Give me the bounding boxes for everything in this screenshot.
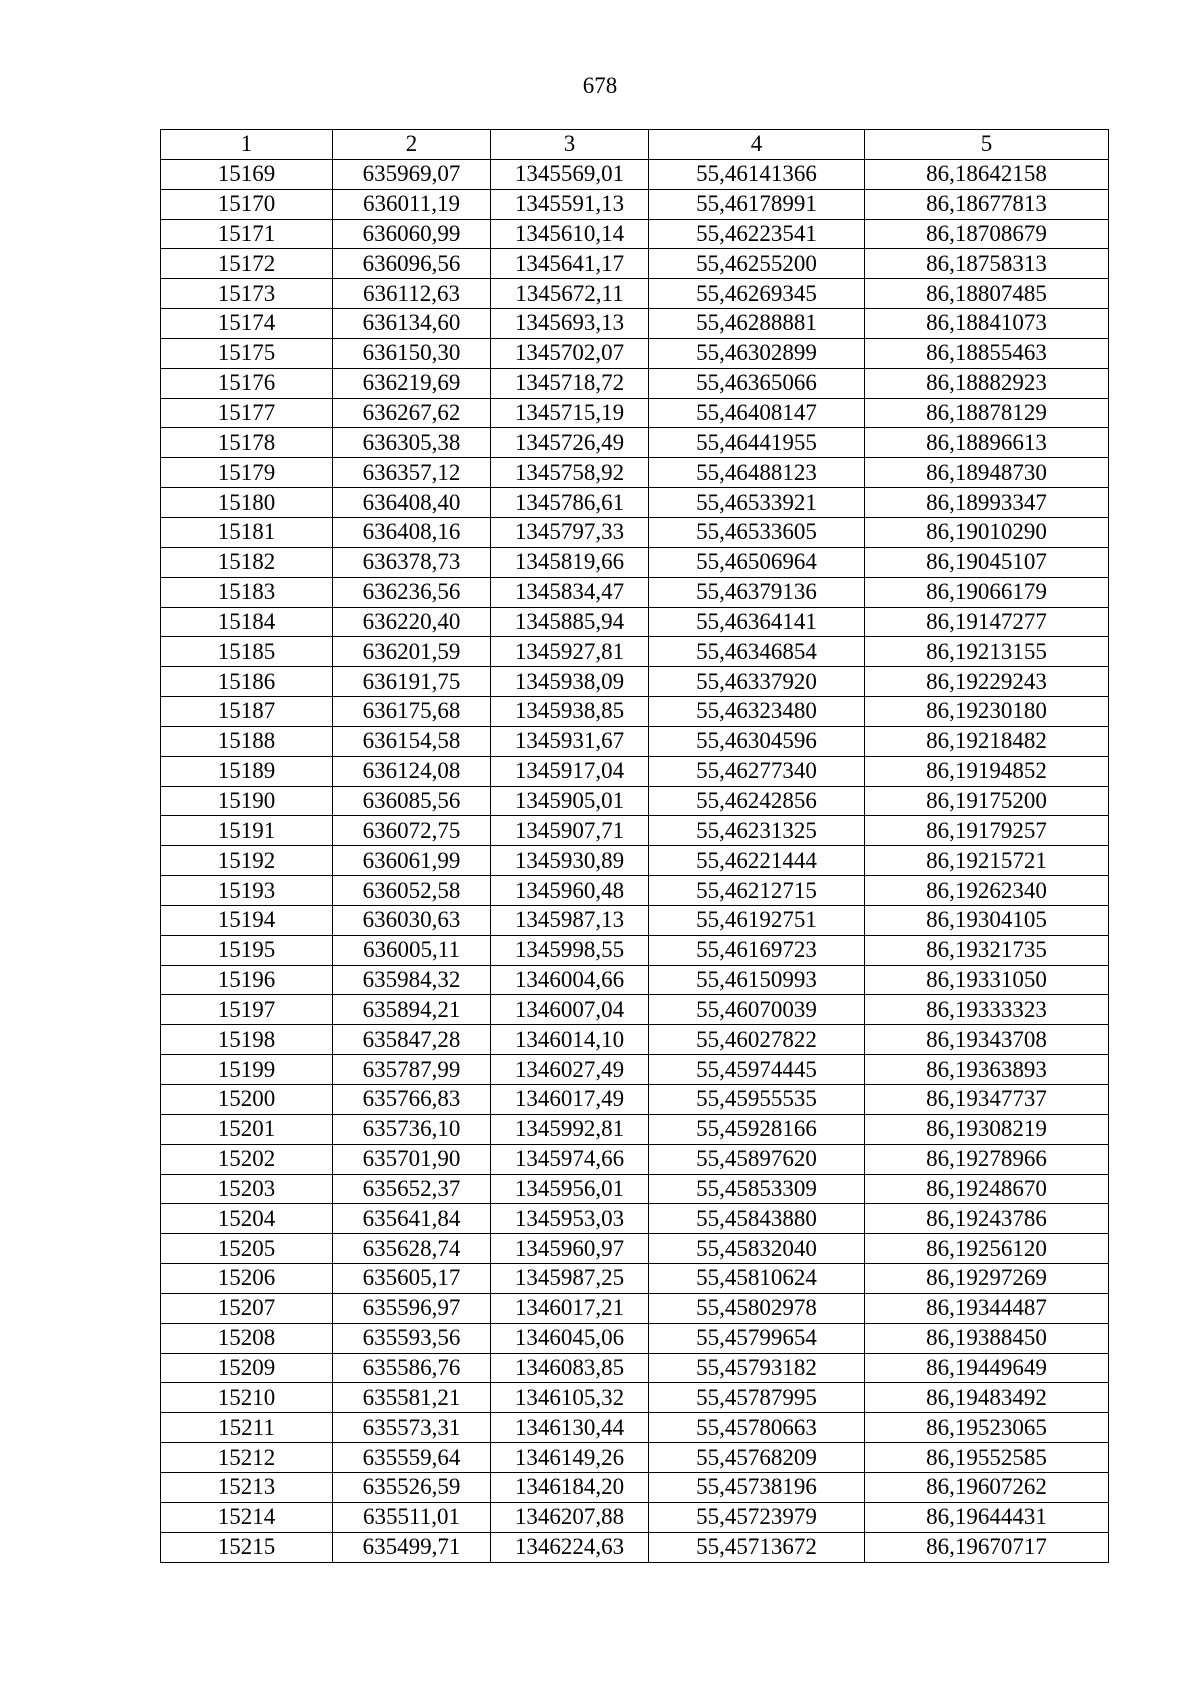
- x-coordinate-cell: 636154,58: [333, 726, 491, 756]
- longitude-cell: 86,19297269: [865, 1264, 1109, 1294]
- point-number-cell: 15201: [161, 1114, 333, 1144]
- y-coordinate-cell: 1346014,10: [491, 1025, 649, 1055]
- x-coordinate-cell: 635969,07: [333, 159, 491, 189]
- point-number-cell: 15192: [161, 846, 333, 876]
- y-coordinate-cell: 1345930,89: [491, 846, 649, 876]
- x-coordinate-cell: 635573,31: [333, 1413, 491, 1443]
- table-row: [161, 1055, 1109, 1085]
- longitude-cell: 86,19278966: [865, 1144, 1109, 1174]
- x-coordinate-cell: 636060,99: [333, 219, 491, 249]
- point-number-cell: 15196: [161, 965, 333, 995]
- table-row: [161, 726, 1109, 756]
- longitude-cell: 86,19388450: [865, 1323, 1109, 1353]
- table-row: [161, 1353, 1109, 1383]
- table-row: [161, 1383, 1109, 1413]
- table-row: [161, 995, 1109, 1025]
- table-row: [161, 1264, 1109, 1294]
- point-number-cell: 15209: [161, 1353, 333, 1383]
- y-coordinate-cell: 1346007,04: [491, 995, 649, 1025]
- table-row: [161, 786, 1109, 816]
- y-coordinate-cell: 1346207,88: [491, 1502, 649, 1532]
- y-coordinate-cell: 1345907,71: [491, 816, 649, 846]
- latitude-cell: 55,46337920: [649, 667, 865, 697]
- x-coordinate-cell: 635641,84: [333, 1204, 491, 1234]
- point-number-cell: 15200: [161, 1085, 333, 1115]
- x-coordinate-cell: 635499,71: [333, 1532, 491, 1562]
- point-number-cell: 15187: [161, 697, 333, 727]
- table-row: [161, 1204, 1109, 1234]
- longitude-cell: 86,19218482: [865, 726, 1109, 756]
- longitude-cell: 86,18948730: [865, 458, 1109, 488]
- point-number-cell: 15176: [161, 368, 333, 398]
- longitude-cell: 86,19321735: [865, 935, 1109, 965]
- point-number-cell: 15183: [161, 577, 333, 607]
- point-number-cell: 15199: [161, 1055, 333, 1085]
- table-row: [161, 1293, 1109, 1323]
- table-row: [161, 428, 1109, 458]
- latitude-cell: 55,46365066: [649, 368, 865, 398]
- table-row: [161, 279, 1109, 309]
- longitude-cell: 86,19179257: [865, 816, 1109, 846]
- x-coordinate-cell: 635581,21: [333, 1383, 491, 1413]
- longitude-cell: 86,19644431: [865, 1502, 1109, 1532]
- x-coordinate-cell: 636005,11: [333, 935, 491, 965]
- longitude-cell: 86,19344487: [865, 1293, 1109, 1323]
- point-number-cell: 15207: [161, 1293, 333, 1323]
- y-coordinate-cell: 1345610,14: [491, 219, 649, 249]
- latitude-cell: 55,46231325: [649, 816, 865, 846]
- point-number-cell: 15213: [161, 1472, 333, 1502]
- point-number-cell: 15173: [161, 279, 333, 309]
- latitude-cell: 55,46141366: [649, 159, 865, 189]
- point-number-cell: 15180: [161, 488, 333, 518]
- y-coordinate-cell: 1346149,26: [491, 1443, 649, 1473]
- longitude-cell: 86,19331050: [865, 965, 1109, 995]
- table-row: [161, 577, 1109, 607]
- y-coordinate-cell: 1345569,01: [491, 159, 649, 189]
- longitude-cell: 86,19066179: [865, 577, 1109, 607]
- latitude-cell: 55,46070039: [649, 995, 865, 1025]
- x-coordinate-cell: 635652,37: [333, 1174, 491, 1204]
- x-coordinate-cell: 636134,60: [333, 309, 491, 339]
- longitude-cell: 86,19304105: [865, 905, 1109, 935]
- point-number-cell: 15189: [161, 756, 333, 786]
- y-coordinate-cell: 1345953,03: [491, 1204, 649, 1234]
- longitude-cell: 86,19333323: [865, 995, 1109, 1025]
- table-row: [161, 1472, 1109, 1502]
- latitude-cell: 55,45897620: [649, 1144, 865, 1174]
- column-header: 5: [865, 130, 1109, 160]
- point-number-cell: 15170: [161, 189, 333, 219]
- table-row: [161, 965, 1109, 995]
- latitude-cell: 55,46533605: [649, 517, 865, 547]
- longitude-cell: 86,18758313: [865, 249, 1109, 279]
- y-coordinate-cell: 1345905,01: [491, 786, 649, 816]
- x-coordinate-cell: 636191,75: [333, 667, 491, 697]
- table-row: [161, 249, 1109, 279]
- latitude-cell: 55,46408147: [649, 398, 865, 428]
- latitude-cell: 55,46533921: [649, 488, 865, 518]
- latitude-cell: 55,45723979: [649, 1502, 865, 1532]
- x-coordinate-cell: 636061,99: [333, 846, 491, 876]
- table-body: [161, 159, 1109, 1562]
- table-row: [161, 607, 1109, 637]
- y-coordinate-cell: 1345715,19: [491, 398, 649, 428]
- point-number-cell: 15190: [161, 786, 333, 816]
- latitude-cell: 55,45853309: [649, 1174, 865, 1204]
- longitude-cell: 86,19483492: [865, 1383, 1109, 1413]
- point-number-cell: 15194: [161, 905, 333, 935]
- x-coordinate-cell: 636378,73: [333, 547, 491, 577]
- table-row: [161, 338, 1109, 368]
- y-coordinate-cell: 1345956,01: [491, 1174, 649, 1204]
- y-coordinate-cell: 1345938,85: [491, 697, 649, 727]
- longitude-cell: 86,19243786: [865, 1204, 1109, 1234]
- latitude-cell: 55,46288881: [649, 309, 865, 339]
- latitude-cell: 55,45802978: [649, 1293, 865, 1323]
- latitude-cell: 55,45799654: [649, 1323, 865, 1353]
- longitude-cell: 86,19215721: [865, 846, 1109, 876]
- longitude-cell: 86,18882923: [865, 368, 1109, 398]
- column-header: 4: [649, 130, 865, 160]
- latitude-cell: 55,46269345: [649, 279, 865, 309]
- longitude-cell: 86,19363893: [865, 1055, 1109, 1085]
- longitude-cell: 86,18642158: [865, 159, 1109, 189]
- y-coordinate-cell: 1346017,49: [491, 1085, 649, 1115]
- x-coordinate-cell: 635511,01: [333, 1502, 491, 1532]
- table-row: [161, 547, 1109, 577]
- y-coordinate-cell: 1346130,44: [491, 1413, 649, 1443]
- y-coordinate-cell: 1345702,07: [491, 338, 649, 368]
- x-coordinate-cell: 635736,10: [333, 1114, 491, 1144]
- table-row: [161, 697, 1109, 727]
- latitude-cell: 55,45928166: [649, 1114, 865, 1144]
- point-number-cell: 15214: [161, 1502, 333, 1532]
- y-coordinate-cell: 1345917,04: [491, 756, 649, 786]
- latitude-cell: 55,46223541: [649, 219, 865, 249]
- longitude-cell: 86,19552585: [865, 1443, 1109, 1473]
- table-row: [161, 756, 1109, 786]
- point-number-cell: 15184: [161, 607, 333, 637]
- latitude-cell: 55,46221444: [649, 846, 865, 876]
- table-row: [161, 1174, 1109, 1204]
- latitude-cell: 55,45793182: [649, 1353, 865, 1383]
- y-coordinate-cell: 1345819,66: [491, 547, 649, 577]
- longitude-cell: 86,19607262: [865, 1472, 1109, 1502]
- y-coordinate-cell: 1345591,13: [491, 189, 649, 219]
- latitude-cell: 55,46302899: [649, 338, 865, 368]
- y-coordinate-cell: 1345758,92: [491, 458, 649, 488]
- point-number-cell: 15169: [161, 159, 333, 189]
- latitude-cell: 55,45955535: [649, 1085, 865, 1115]
- y-coordinate-cell: 1345927,81: [491, 637, 649, 667]
- longitude-cell: 86,19230180: [865, 697, 1109, 727]
- point-number-cell: 15206: [161, 1264, 333, 1294]
- longitude-cell: 86,19010290: [865, 517, 1109, 547]
- point-number-cell: 15197: [161, 995, 333, 1025]
- longitude-cell: 86,18993347: [865, 488, 1109, 518]
- longitude-cell: 86,19147277: [865, 607, 1109, 637]
- x-coordinate-cell: 635894,21: [333, 995, 491, 1025]
- table-row: [161, 637, 1109, 667]
- x-coordinate-cell: 636052,58: [333, 876, 491, 906]
- x-coordinate-cell: 636408,16: [333, 517, 491, 547]
- longitude-cell: 86,19045107: [865, 547, 1109, 577]
- table-header-row: [161, 130, 1109, 160]
- point-number-cell: 15210: [161, 1383, 333, 1413]
- point-number-cell: 15174: [161, 309, 333, 339]
- y-coordinate-cell: 1346083,85: [491, 1353, 649, 1383]
- longitude-cell: 86,18878129: [865, 398, 1109, 428]
- y-coordinate-cell: 1345992,81: [491, 1114, 649, 1144]
- point-number-cell: 15186: [161, 667, 333, 697]
- table-row: [161, 488, 1109, 518]
- column-header: 2: [333, 130, 491, 160]
- latitude-cell: 55,46242856: [649, 786, 865, 816]
- table-row: [161, 1323, 1109, 1353]
- longitude-cell: 86,18677813: [865, 189, 1109, 219]
- longitude-cell: 86,19449649: [865, 1353, 1109, 1383]
- column-header: 3: [491, 130, 649, 160]
- latitude-cell: 55,45810624: [649, 1264, 865, 1294]
- latitude-cell: 55,45738196: [649, 1472, 865, 1502]
- x-coordinate-cell: 636085,56: [333, 786, 491, 816]
- y-coordinate-cell: 1346027,49: [491, 1055, 649, 1085]
- latitude-cell: 55,45768209: [649, 1443, 865, 1473]
- x-coordinate-cell: 635596,97: [333, 1293, 491, 1323]
- latitude-cell: 55,46192751: [649, 905, 865, 935]
- x-coordinate-cell: 635526,59: [333, 1472, 491, 1502]
- point-number-cell: 15188: [161, 726, 333, 756]
- table-row: [161, 667, 1109, 697]
- point-number-cell: 15193: [161, 876, 333, 906]
- latitude-cell: 55,45843880: [649, 1204, 865, 1234]
- x-coordinate-cell: 636236,56: [333, 577, 491, 607]
- longitude-cell: 86,18855463: [865, 338, 1109, 368]
- latitude-cell: 55,46255200: [649, 249, 865, 279]
- x-coordinate-cell: 635847,28: [333, 1025, 491, 1055]
- table-row: [161, 846, 1109, 876]
- point-number-cell: 15205: [161, 1234, 333, 1264]
- x-coordinate-cell: 635984,32: [333, 965, 491, 995]
- table-row: [161, 368, 1109, 398]
- x-coordinate-cell: 636357,12: [333, 458, 491, 488]
- table-row: [161, 458, 1109, 488]
- latitude-cell: 55,46169723: [649, 935, 865, 965]
- point-number-cell: 15178: [161, 428, 333, 458]
- latitude-cell: 55,46488123: [649, 458, 865, 488]
- x-coordinate-cell: 636220,40: [333, 607, 491, 637]
- x-coordinate-cell: 636112,63: [333, 279, 491, 309]
- x-coordinate-cell: 635787,99: [333, 1055, 491, 1085]
- y-coordinate-cell: 1345938,09: [491, 667, 649, 697]
- y-coordinate-cell: 1345641,17: [491, 249, 649, 279]
- table-row: [161, 159, 1109, 189]
- x-coordinate-cell: 635628,74: [333, 1234, 491, 1264]
- latitude-cell: 55,46178991: [649, 189, 865, 219]
- point-number-cell: 15202: [161, 1144, 333, 1174]
- table-row: [161, 219, 1109, 249]
- x-coordinate-cell: 636219,69: [333, 368, 491, 398]
- latitude-cell: 55,46379136: [649, 577, 865, 607]
- y-coordinate-cell: 1345672,11: [491, 279, 649, 309]
- point-number-cell: 15185: [161, 637, 333, 667]
- x-coordinate-cell: 636150,30: [333, 338, 491, 368]
- latitude-cell: 55,45713672: [649, 1532, 865, 1562]
- table-row: [161, 816, 1109, 846]
- longitude-cell: 86,18708679: [865, 219, 1109, 249]
- longitude-cell: 86,19256120: [865, 1234, 1109, 1264]
- longitude-cell: 86,19347737: [865, 1085, 1109, 1115]
- x-coordinate-cell: 635605,17: [333, 1264, 491, 1294]
- y-coordinate-cell: 1345987,25: [491, 1264, 649, 1294]
- point-number-cell: 15212: [161, 1443, 333, 1473]
- latitude-cell: 55,46150993: [649, 965, 865, 995]
- x-coordinate-cell: 635559,64: [333, 1443, 491, 1473]
- latitude-cell: 55,46323480: [649, 697, 865, 727]
- longitude-cell: 86,18841073: [865, 309, 1109, 339]
- point-number-cell: 15204: [161, 1204, 333, 1234]
- point-number-cell: 15215: [161, 1532, 333, 1562]
- point-number-cell: 15211: [161, 1413, 333, 1443]
- table-row: [161, 876, 1109, 906]
- latitude-cell: 55,45787995: [649, 1383, 865, 1413]
- column-header: 1: [161, 130, 333, 160]
- table-row: [161, 905, 1109, 935]
- longitude-cell: 86,19343708: [865, 1025, 1109, 1055]
- latitude-cell: 55,46027822: [649, 1025, 865, 1055]
- table-row: [161, 1114, 1109, 1144]
- y-coordinate-cell: 1345987,13: [491, 905, 649, 935]
- latitude-cell: 55,46212715: [649, 876, 865, 906]
- latitude-cell: 55,45832040: [649, 1234, 865, 1264]
- table-row: [161, 1144, 1109, 1174]
- longitude-cell: 86,19194852: [865, 756, 1109, 786]
- table-row: [161, 398, 1109, 428]
- table-row: [161, 1025, 1109, 1055]
- point-number-cell: 15198: [161, 1025, 333, 1055]
- table-row: [161, 309, 1109, 339]
- y-coordinate-cell: 1346105,32: [491, 1383, 649, 1413]
- longitude-cell: 86,19523065: [865, 1413, 1109, 1443]
- x-coordinate-cell: 636201,59: [333, 637, 491, 667]
- y-coordinate-cell: 1345726,49: [491, 428, 649, 458]
- x-coordinate-cell: 636175,68: [333, 697, 491, 727]
- y-coordinate-cell: 1345786,61: [491, 488, 649, 518]
- x-coordinate-cell: 636124,08: [333, 756, 491, 786]
- page-number: 678: [582, 73, 618, 98]
- y-coordinate-cell: 1345974,66: [491, 1144, 649, 1174]
- longitude-cell: 86,19262340: [865, 876, 1109, 906]
- latitude-cell: 55,46506964: [649, 547, 865, 577]
- x-coordinate-cell: 636267,62: [333, 398, 491, 428]
- x-coordinate-cell: 635593,56: [333, 1323, 491, 1353]
- y-coordinate-cell: 1345693,13: [491, 309, 649, 339]
- table-row: [161, 1443, 1109, 1473]
- y-coordinate-cell: 1345960,97: [491, 1234, 649, 1264]
- table-row: [161, 1413, 1109, 1443]
- latitude-cell: 55,46277340: [649, 756, 865, 786]
- point-number-cell: 15175: [161, 338, 333, 368]
- point-number-cell: 15172: [161, 249, 333, 279]
- longitude-cell: 86,18896613: [865, 428, 1109, 458]
- table-row: [161, 935, 1109, 965]
- longitude-cell: 86,19248670: [865, 1174, 1109, 1204]
- x-coordinate-cell: 636408,40: [333, 488, 491, 518]
- y-coordinate-cell: 1345931,67: [491, 726, 649, 756]
- latitude-cell: 55,46441955: [649, 428, 865, 458]
- latitude-cell: 55,46364141: [649, 607, 865, 637]
- y-coordinate-cell: 1345797,33: [491, 517, 649, 547]
- point-number-cell: 15182: [161, 547, 333, 577]
- table-row: [161, 1234, 1109, 1264]
- longitude-cell: 86,19213155: [865, 637, 1109, 667]
- longitude-cell: 86,19175200: [865, 786, 1109, 816]
- y-coordinate-cell: 1345834,47: [491, 577, 649, 607]
- table-row: [161, 1502, 1109, 1532]
- y-coordinate-cell: 1346017,21: [491, 1293, 649, 1323]
- y-coordinate-cell: 1346004,66: [491, 965, 649, 995]
- point-number-cell: 15191: [161, 816, 333, 846]
- x-coordinate-cell: 636030,63: [333, 905, 491, 935]
- longitude-cell: 86,19670717: [865, 1532, 1109, 1562]
- latitude-cell: 55,46304596: [649, 726, 865, 756]
- coordinates-table: [160, 129, 1109, 1563]
- longitude-cell: 86,19229243: [865, 667, 1109, 697]
- y-coordinate-cell: 1346224,63: [491, 1532, 649, 1562]
- table-row: [161, 517, 1109, 547]
- longitude-cell: 86,18807485: [865, 279, 1109, 309]
- point-number-cell: 15177: [161, 398, 333, 428]
- longitude-cell: 86,19308219: [865, 1114, 1109, 1144]
- table-row: [161, 189, 1109, 219]
- point-number-cell: 15179: [161, 458, 333, 488]
- x-coordinate-cell: 636096,56: [333, 249, 491, 279]
- latitude-cell: 55,45780663: [649, 1413, 865, 1443]
- table-row: [161, 1532, 1109, 1562]
- latitude-cell: 55,46346854: [649, 637, 865, 667]
- x-coordinate-cell: 635701,90: [333, 1144, 491, 1174]
- y-coordinate-cell: 1345998,55: [491, 935, 649, 965]
- point-number-cell: 15171: [161, 219, 333, 249]
- point-number-cell: 15203: [161, 1174, 333, 1204]
- x-coordinate-cell: 636305,38: [333, 428, 491, 458]
- latitude-cell: 55,45974445: [649, 1055, 865, 1085]
- y-coordinate-cell: 1346184,20: [491, 1472, 649, 1502]
- x-coordinate-cell: 635586,76: [333, 1353, 491, 1383]
- x-coordinate-cell: 636072,75: [333, 816, 491, 846]
- point-number-cell: 15181: [161, 517, 333, 547]
- x-coordinate-cell: 636011,19: [333, 189, 491, 219]
- table-row: [161, 1085, 1109, 1115]
- y-coordinate-cell: 1346045,06: [491, 1323, 649, 1353]
- y-coordinate-cell: 1345960,48: [491, 876, 649, 906]
- x-coordinate-cell: 635766,83: [333, 1085, 491, 1115]
- point-number-cell: 15195: [161, 935, 333, 965]
- y-coordinate-cell: 1345718,72: [491, 368, 649, 398]
- y-coordinate-cell: 1345885,94: [491, 607, 649, 637]
- point-number-cell: 15208: [161, 1323, 333, 1353]
